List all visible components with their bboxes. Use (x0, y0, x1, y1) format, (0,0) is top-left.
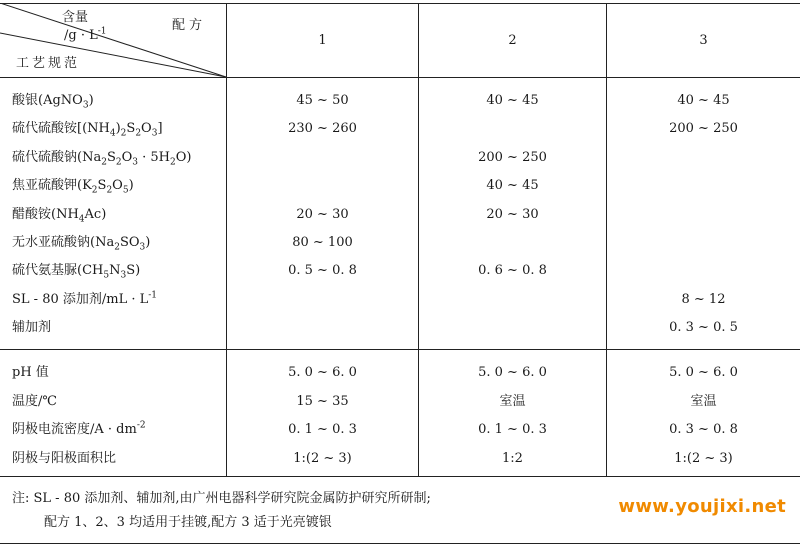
row-label: 焦亚硫酸钾$(K_2S_2O_5)$ (12, 178, 134, 196)
value-cell: 45 ~ 50 (296, 93, 349, 108)
note-line-1: 注: SL - 80 添加剂、辅加剂,由广州电器科学研究院金属防护研究所研制; (12, 491, 431, 506)
row-label: 辅加剂 (12, 320, 52, 335)
value-cell: 0. 5 ~ 0. 8 (288, 263, 357, 278)
value-cell: 40 ~ 45 (486, 93, 539, 108)
row-label: 无水亚硫酸钠$(Na_2SO_3)$ (12, 235, 151, 253)
row-label: 阴极与阳极面积比 (12, 451, 117, 466)
value-cell: 0. 1 ~ 0. 3 (478, 422, 547, 437)
note-line-2: 配方 1、2、3 均适用于挂镀,配方 3 适于光亮镀银 (44, 515, 332, 530)
header-unit-label: $/g \cdot L^{-1}$ (64, 26, 107, 43)
row-label: pH 值 (12, 365, 49, 380)
value-cell: 230 ~ 260 (288, 121, 357, 136)
row-label: 酸银(AgNO$_3$) (12, 93, 94, 111)
header-col-2: 2 (508, 33, 517, 48)
value-cell: 0. 6 ~ 0. 8 (478, 263, 547, 278)
table-bottom-rule (0, 476, 800, 477)
header-content-label: 含量 (62, 10, 89, 25)
value-cell: 5. 0 ~ 6. 0 (288, 365, 357, 380)
value-cell: 8 ~ 12 (681, 292, 726, 307)
value-cell: 1:(2 ~ 3) (293, 451, 352, 466)
row-label: 硫代硫酸钠$(Na_2S_2O_3 \cdot 5H_2O)$ (12, 150, 192, 168)
value-cell: 1:2 (502, 451, 523, 466)
value-cell: 5. 0 ~ 6. 0 (478, 365, 547, 380)
header-col-3: 3 (699, 33, 708, 48)
value-cell: 80 ~ 100 (292, 235, 353, 250)
row-label: 硫代硫酸铵$[(NH_4)_2S_2O_3]$ (12, 121, 163, 139)
value-cell: 1:(2 ~ 3) (674, 451, 733, 466)
row-label: 温度/℃ (12, 394, 57, 409)
value-cell: 20 ~ 30 (486, 207, 539, 222)
row-label: 醋酸铵$(NH_4Ac)$ (12, 207, 107, 225)
value-cell: 40 ~ 45 (486, 178, 539, 193)
value-cell: 0. 3 ~ 0. 5 (669, 320, 738, 335)
value-cell: 200 ~ 250 (669, 121, 738, 136)
value-cell: 20 ~ 30 (296, 207, 349, 222)
value-cell: 0. 1 ~ 0. 3 (288, 422, 357, 437)
row-label: SL - 80 添加剂$/mL \cdot L^{-1}$ (12, 290, 158, 307)
value-cell: 室温 (499, 394, 526, 409)
value-cell: 0. 3 ~ 0. 8 (669, 422, 738, 437)
section-divider-rule (0, 349, 800, 350)
header-formula-label: 配方 (172, 18, 207, 33)
value-cell: 室温 (690, 394, 717, 409)
header-col-1: 1 (318, 33, 327, 48)
value-cell: 15 ~ 35 (296, 394, 349, 409)
value-cell: 5. 0 ~ 6. 0 (669, 365, 738, 380)
watermark: www.youjixi.net (618, 496, 786, 517)
value-cell: 40 ~ 45 (677, 93, 730, 108)
value-cell: 200 ~ 250 (478, 150, 547, 165)
row-label: 硫代氨基脲$(CH_5N_3S)$ (12, 263, 141, 281)
row-label: 阴极电流密度$/A \cdot dm^{-2}$ (12, 420, 146, 437)
header-process-label: 工艺规范 (16, 56, 81, 71)
